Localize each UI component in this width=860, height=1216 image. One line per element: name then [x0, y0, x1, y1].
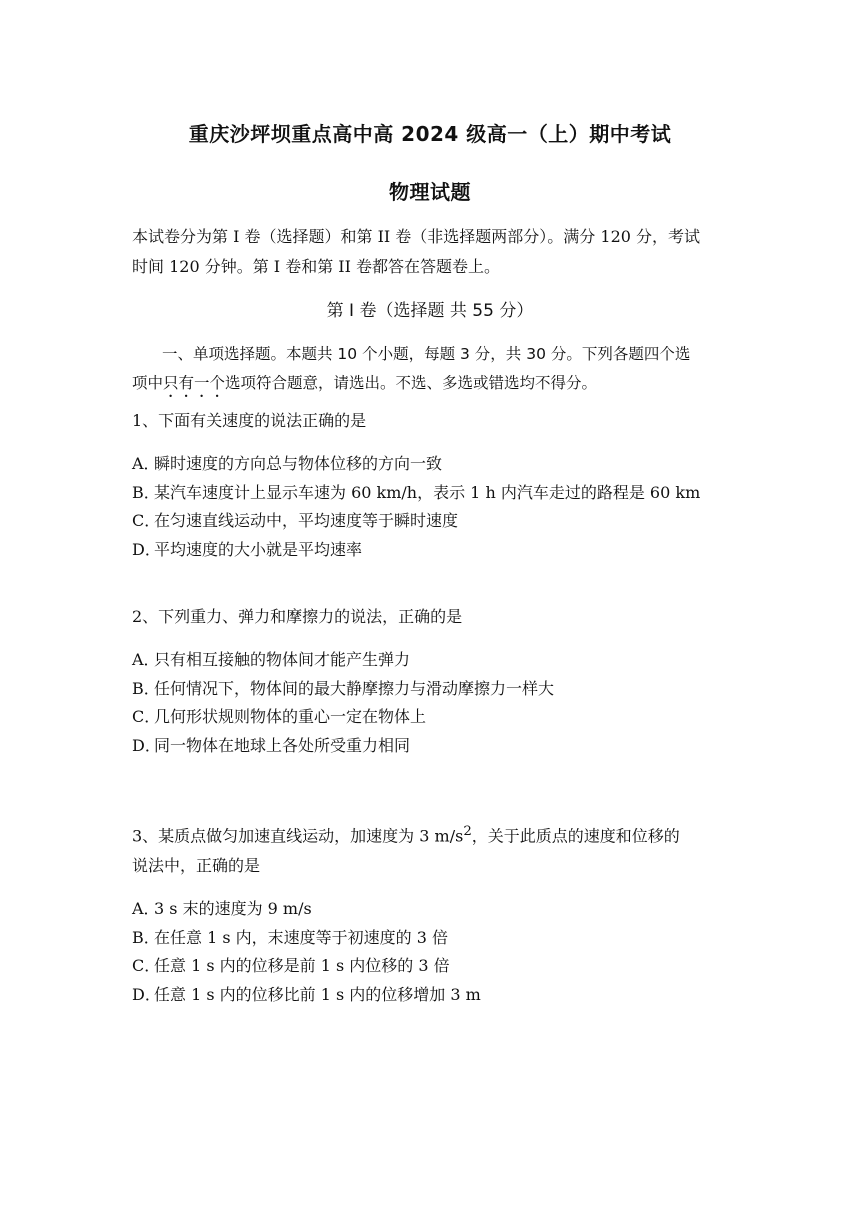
option-b: B．某汽车速度计上显示车速为 60 km/h，表示 1 h 内汽车走过的路程是 60 km	[132, 482, 701, 502]
section-instruction	[132, 340, 732, 401]
emphasized-phrase: 只有一个	[163, 374, 226, 392]
section-header: 第 Ⅰ 卷（选择题 共 55 分）	[326, 301, 534, 321]
exam-title: 重庆沙坪坝重点高中高 2024 级高一（上）期中考试	[188, 122, 672, 146]
question-stem: 2、下列重力、弹力和摩擦力的说法，正确的是	[132, 607, 463, 626]
question-2	[132, 602, 742, 760]
exam-intro	[132, 222, 732, 282]
option-c: C．任意 1 s 内的位移是前 1 s 内位移的 3 倍	[132, 956, 450, 976]
intro-line-1: 本试卷分为第 I 卷（选择题）和第 II 卷（非选择题两部分）。满分 120 分，考试	[132, 227, 701, 246]
stem-line-2: 说法中，正确的是	[132, 856, 261, 876]
option-d: D．同一物体在地球上各处所受重力相同	[132, 735, 411, 755]
subject-title: 物理试题	[389, 180, 471, 204]
option-a: A．只有相互接触的物体间才能产生弹力	[132, 650, 411, 669]
question-3	[132, 817, 742, 1009]
option-a: A．3 s 末的速度为 9 m/s	[132, 899, 312, 919]
instruction-line-2: 项中只有一个选项符合题意，请选出。不选、多选或错选均不得分。	[132, 374, 598, 392]
option-c: C．在匀速直线运动中，平均速度等于瞬时速度	[132, 511, 459, 530]
option-b: B．在任意 1 s 内，末速度等于初速度的 3 倍	[132, 927, 449, 947]
option-d: D．任意 1 s 内的位移比前 1 s 内的位移增加 3 m	[132, 984, 481, 1004]
option-a: A．瞬时速度的方向总与物体位移的方向一致	[132, 454, 443, 473]
instruction-line-1: 一、单项选择题。本题共 10 个小题，每题 3 分，共 30 分。下列各题四个选	[162, 345, 691, 363]
option-c: C．几何形状规则物体的重心一定在物体上	[132, 707, 427, 726]
option-d: D．平均速度的大小就是平均速率	[132, 539, 363, 559]
option-b: B．任何情况下，物体间的最大静摩擦力与滑动摩擦力一样大	[132, 678, 555, 698]
question-stem: 1、下面有关速度的说法正确的是	[132, 411, 367, 430]
question-stem	[132, 817, 742, 881]
question-1	[132, 406, 742, 564]
intro-line-2: 时间 120 分钟。第 I 卷和第 II 卷都答在答题卷上。	[132, 257, 501, 276]
stem-line-1: 3、某质点做匀加速直线运动，加速度为 3 $m/s^2$，关于此质点的速度和位移的	[132, 824, 680, 846]
exponent: 2	[463, 824, 472, 839]
